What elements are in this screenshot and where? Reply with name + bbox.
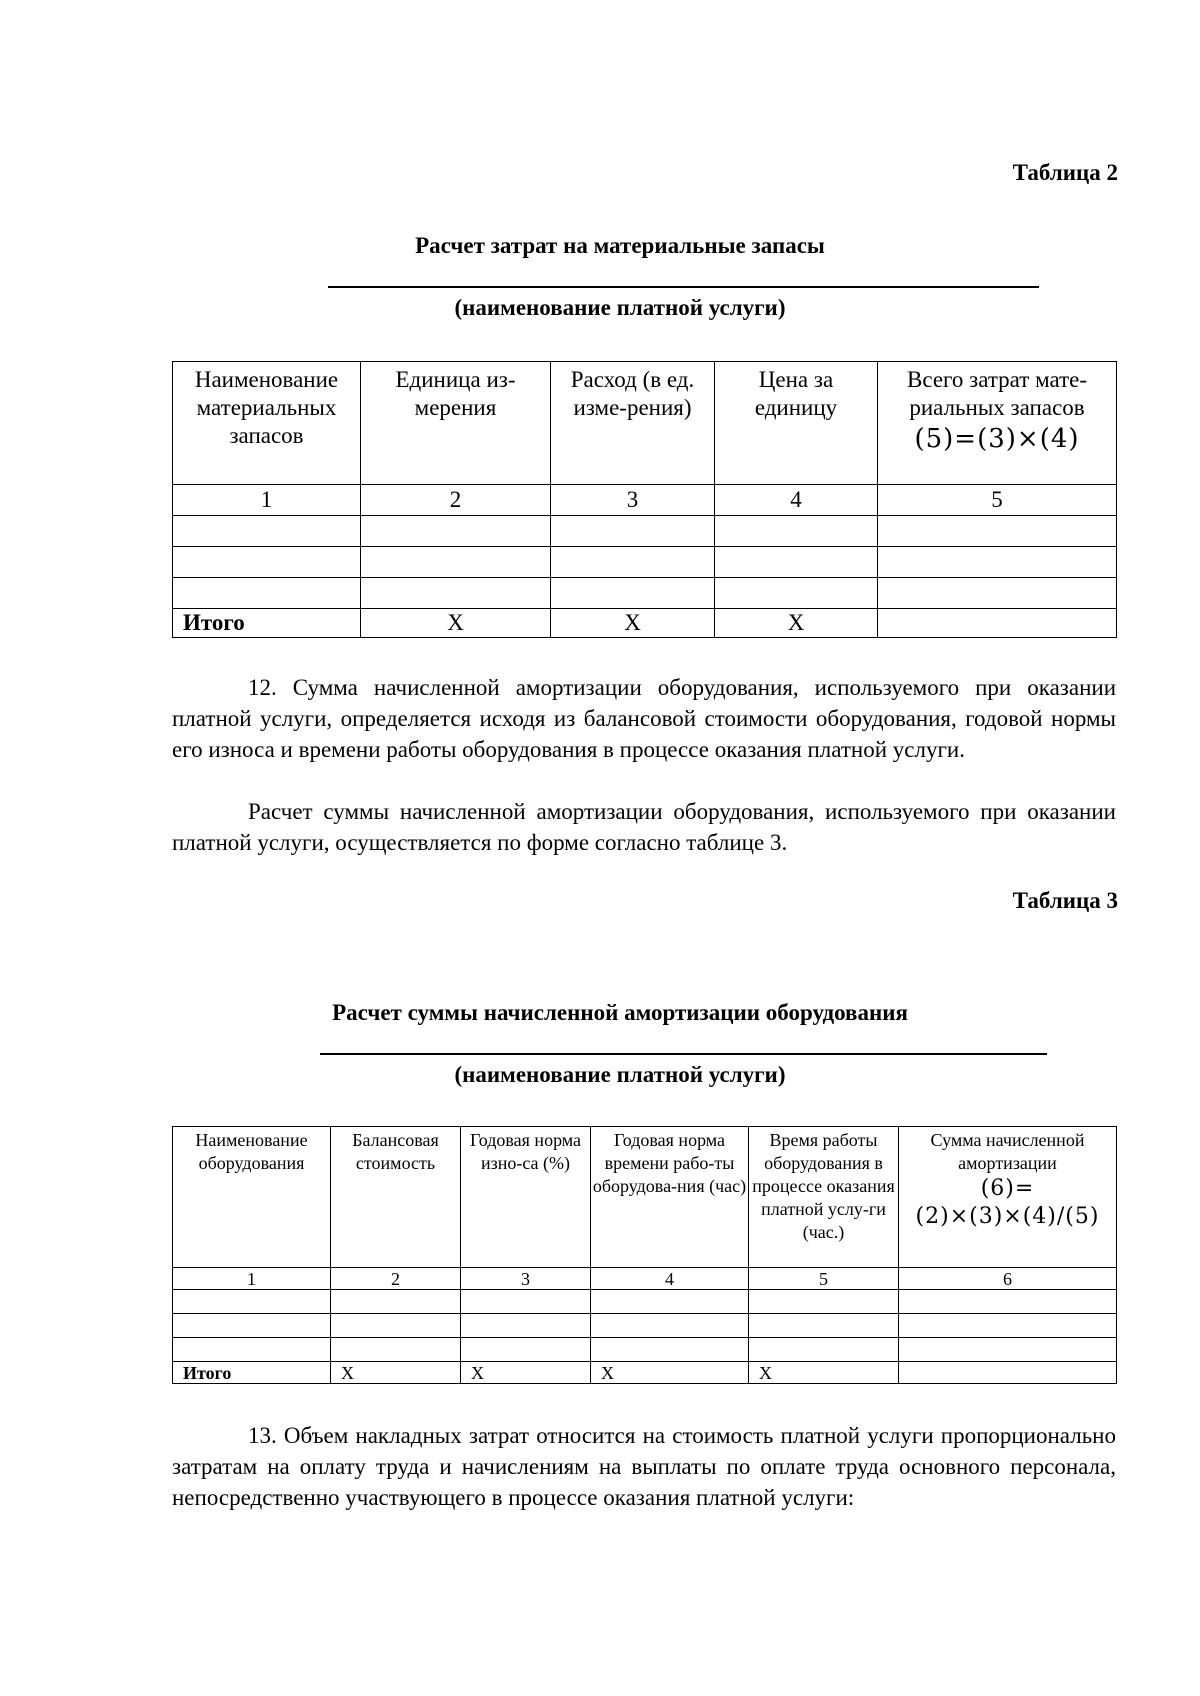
table-header-row	[173, 362, 1117, 485]
table-header-row	[173, 1127, 1117, 1268]
column-number: 1	[173, 1268, 331, 1290]
column-number: 2	[331, 1268, 461, 1290]
header-cell: Расход (в ед. изме-рения)	[551, 362, 715, 485]
total-label: Итого	[173, 609, 361, 638]
header-cell: Единица из-мерения	[361, 362, 551, 485]
service-name-line	[320, 1053, 1047, 1055]
total-mark: X	[361, 609, 551, 638]
column-number: 2	[361, 485, 551, 516]
table-row	[173, 1290, 1117, 1314]
total-mark: X	[591, 1362, 749, 1384]
paragraph-12-continued: Расчет суммы начисленной амортизации оборудования, используемого при оказании платной услуги, осуществляется по форме согласно таблице 3.	[172, 799, 1116, 855]
column-number: 5	[878, 485, 1117, 516]
column-number: 5	[749, 1268, 899, 1290]
total-mark: X	[331, 1362, 461, 1384]
paragraph-12: 12. Сумма начисленной амортизации оборудования, используемого при оказании платной услуги, определяется исходя из балансовой стоимости оборудования, годовой нормы его износа и времени работы оборудования в процессе оказания платной услуги.	[172, 675, 1116, 762]
header-cell: Наименование оборудования	[173, 1127, 331, 1268]
total-mark: X	[715, 609, 878, 638]
header-cell: Годовая норма времени рабо-ты оборудова-ния (час)	[591, 1127, 749, 1268]
header-cell: Балансовая стоимость	[331, 1127, 461, 1268]
formula: (5)=(3)×(4)	[914, 424, 1080, 454]
table-2-title: Расчет затрат на материальные запасы	[415, 233, 825, 258]
header-text: Всего затрат мате-риальных запасов	[906, 367, 1088, 420]
column-number: 3	[551, 485, 715, 516]
header-cell	[899, 1127, 1117, 1268]
table-3-subtitle: (наименование платной услуги)	[454, 1062, 786, 1087]
header-cell	[878, 362, 1117, 485]
paragraph-13: 13. Объем накладных затрат относится на стоимость платной услуги пропорционально затратам на оплату труда и начислениям на выплаты по оплате труда основного персонала, непосредственно участвующего в процессе оказания платной услуги:	[172, 1423, 1116, 1510]
table-3-label: Таблица 3	[1012, 888, 1118, 913]
total-value	[878, 609, 1117, 638]
service-name-line	[328, 286, 1039, 288]
total-row	[173, 609, 1117, 638]
table-2-label: Таблица 2	[1012, 160, 1118, 185]
table-3-title: Расчет суммы начисленной амортизации оборудования	[332, 1000, 908, 1025]
header-cell: Годовая норма изно-са (%)	[461, 1127, 591, 1268]
table-row	[173, 1338, 1117, 1362]
total-mark: X	[461, 1362, 591, 1384]
total-label: Итого	[173, 1362, 331, 1384]
header-cell: Цена за единицу	[715, 362, 878, 485]
column-number: 6	[899, 1268, 1117, 1290]
column-number-row	[173, 485, 1117, 516]
formula: (6)=(2)×(3)×(4)/(5)	[915, 1176, 1100, 1229]
column-number: 1	[173, 485, 361, 516]
header-cell: Наименование материальных запасов	[173, 362, 361, 485]
header-cell: Время работы оборудования в процессе оказания платной услу-ги (час.)	[749, 1127, 899, 1268]
table-row	[173, 547, 1117, 578]
table-2-subtitle: (наименование платной услуги)	[454, 295, 786, 320]
column-number: 3	[461, 1268, 591, 1290]
column-number-row	[173, 1268, 1117, 1290]
material-costs-table	[172, 361, 1117, 638]
total-mark: X	[551, 609, 715, 638]
header-text: Сумма начисленной амортизации	[930, 1130, 1085, 1173]
total-mark: X	[749, 1362, 899, 1384]
total-value	[899, 1362, 1117, 1384]
table-row	[173, 1314, 1117, 1338]
depreciation-table	[172, 1126, 1117, 1384]
table-row	[173, 578, 1117, 609]
table-row	[173, 516, 1117, 547]
total-row	[173, 1362, 1117, 1384]
column-number: 4	[715, 485, 878, 516]
column-number: 4	[591, 1268, 749, 1290]
